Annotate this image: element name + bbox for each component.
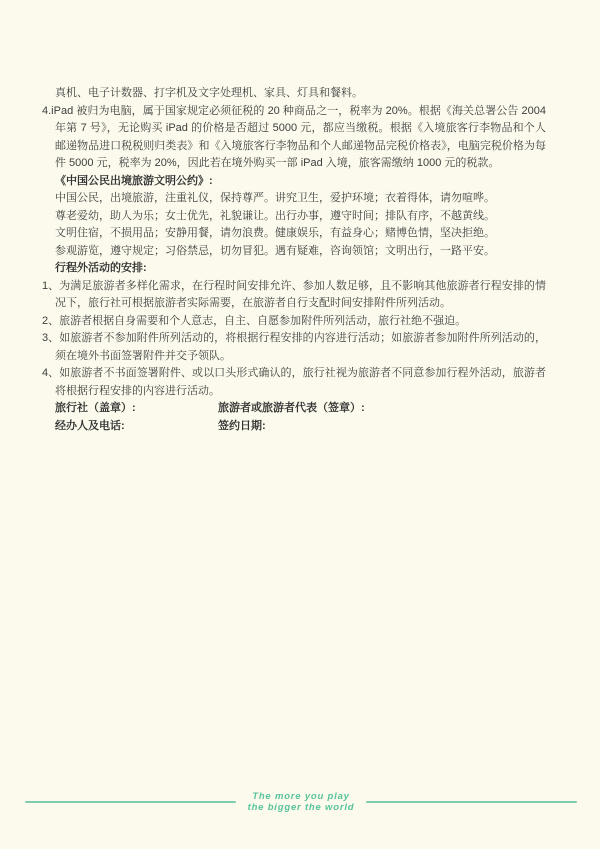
signature-block bbox=[55, 400, 546, 435]
footer-slogan-line1: The more you play bbox=[252, 791, 350, 802]
signature-row-seals bbox=[55, 400, 546, 418]
civility-pact-heading: 《中国公民出境旅游文明公约》: bbox=[55, 174, 213, 187]
footer-divider-left bbox=[25, 801, 236, 803]
pact-line: 参观游览，遵守规定；习俗禁忌，切勿冒犯。遇有疑难，咨询领馆；文明出行，一路平安。 bbox=[55, 244, 495, 257]
page-footer bbox=[0, 792, 600, 813]
extra-activities-item: 3、如旅游者不参加附件所列活动的，将根据行程安排的内容进行活动；如旅游者参加附件所列活动的，须在境外书面签署附件并交予领队。 bbox=[42, 332, 546, 362]
footer-slogan-line2: the bigger the world bbox=[247, 801, 355, 813]
sign-date-label: 签约日期: bbox=[218, 419, 266, 432]
handler-phone-label: 经办人及电话: bbox=[55, 419, 125, 432]
extra-activities-item: 1、为满足旅游者多样化需求，在行程时间安排允许、参加人数足够，且不影响其他旅游者行程安排的情况下，旅行社可根据旅游者实际需要，在旅游者自行支配时间安排附件所列活动。 bbox=[42, 279, 546, 309]
agency-seal-label: 旅行社（盖章）: bbox=[55, 402, 136, 414]
pact-line: 中国公民，出境旅游，注重礼仪，保持尊严。讲究卫生，爱护环境；衣着得体，请勿喧哗。 bbox=[55, 192, 495, 204]
taxable-goods-list-continuation: 真机、电子计数器、打字机及文字处理机、家具、灯具和餐料。 bbox=[55, 87, 363, 99]
extra-activities-item: 4、如旅游者不书面签署附件、或以口头形式确认的，旅行社视为旅游者不同意参加行程外活动，旅游者将根据行程安排的内容进行活动。 bbox=[42, 367, 546, 397]
ipad-tax-clause: 4.iPad 被归为电脑，属于国家规定必须征税的 20 种商品之一，税率为 20%。根据《海关总署公告 2004 年第 7 号》，无论购买 iPad 的价格是否超过 5000 元，都应当缴税。根据《入境旅客行李物品和个人邮递物品进口税税则归类表》和《入境旅客行李物品和个人邮递物品完税价格表》，电脑完税价格为每件 5000 元，税率为 20%，因此若在境外购买一部 iPad 入境，旅客需缴纳 1000 元的税款。 bbox=[42, 104, 546, 169]
pact-line: 文明住宿，不损用品；安静用餐，请勿浪费。健康娱乐，有益身心；赌博色情，坚决拒绝。 bbox=[55, 227, 495, 239]
footer-divider-right bbox=[366, 801, 577, 803]
signature-row-details bbox=[55, 418, 546, 436]
extra-activities-item: 2、旅游者根据自身需要和个人意志，自主、自愿参加附件所列活动，旅行社绝不强迫。 bbox=[42, 314, 467, 327]
contract-body bbox=[42, 85, 546, 435]
tourist-signature-label: 旅游者或旅游者代表（签章）: bbox=[218, 402, 365, 414]
pact-line: 尊老爱幼，助人为乐；女士优先，礼貌谦让。出行办事，遵守时间；排队有序，不越黄线。 bbox=[55, 209, 495, 222]
footer-slogan bbox=[248, 792, 355, 813]
extra-activities-heading: 行程外活动的安排: bbox=[55, 262, 147, 274]
